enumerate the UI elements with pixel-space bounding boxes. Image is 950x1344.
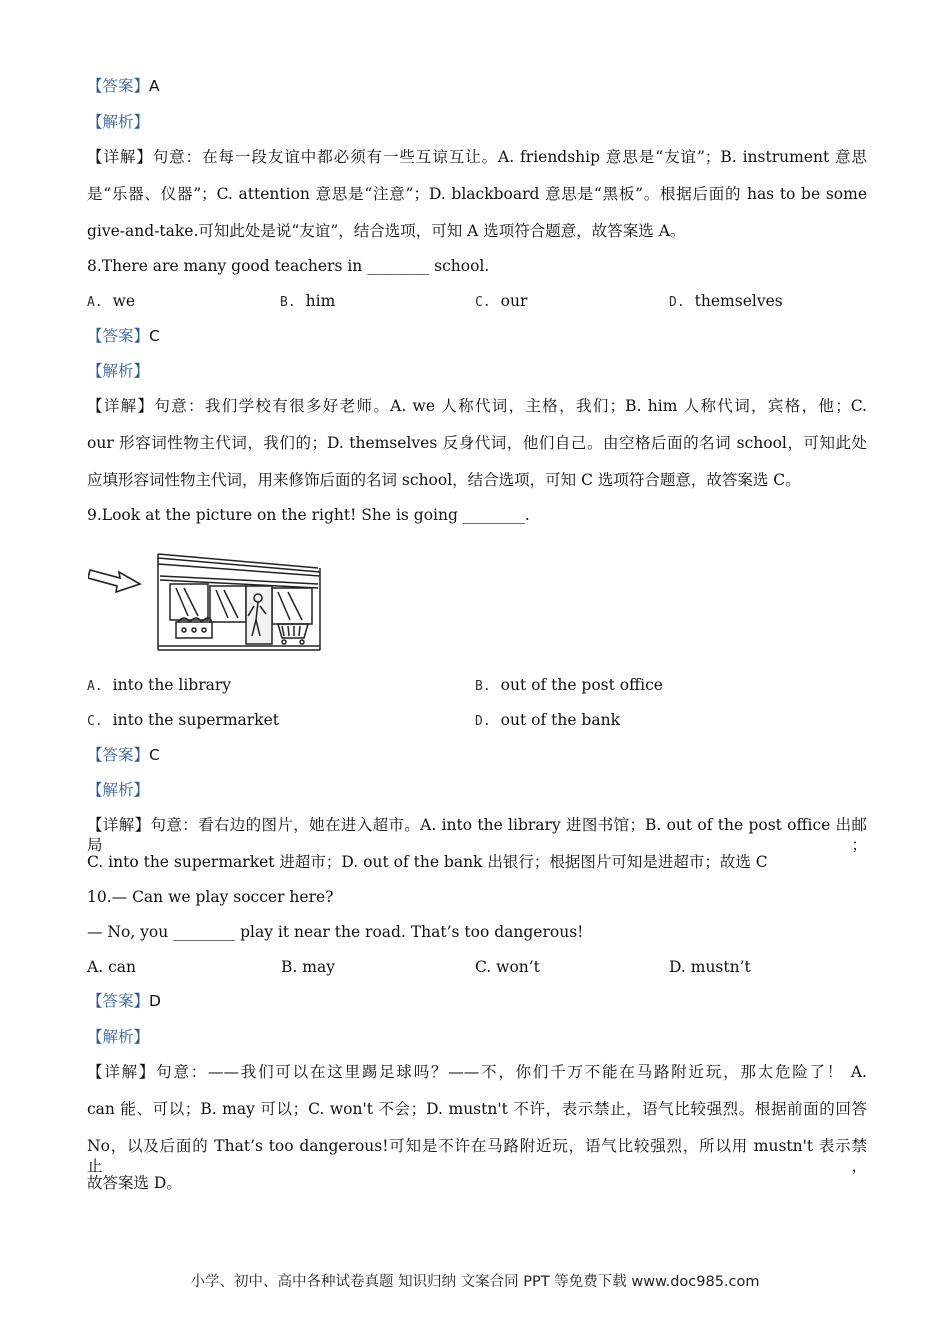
option-text: our (500, 292, 528, 310)
option-d (475, 710, 620, 732)
option-text: mustn’t (690, 958, 751, 976)
answer-tag: 【答案】 (87, 992, 150, 1010)
answer-line (87, 326, 160, 346)
detail-text: 句意：我们学校有很多好老师。A. we 人称代词，主格，我们；B. him 人称代词，宾格，他；C. (154, 397, 867, 415)
answer-line (87, 745, 160, 765)
detail-line (87, 221, 685, 241)
option-text: out of the bank (500, 711, 620, 729)
option-letter: D. (669, 958, 686, 976)
option-letter: A. (87, 679, 103, 694)
option-a (87, 957, 136, 977)
detail-text: 是“乐器、仪器”；C. attention 意思是“注意”；D. blackboard 意思是“黑板”。根据后面的 has to be some (87, 185, 867, 203)
option-b (280, 291, 335, 313)
analysis-line (87, 361, 149, 381)
arrow-icon (88, 570, 140, 592)
answer-line (87, 991, 161, 1011)
detail-text: 应填形容词性物主代词，用来修饰后面的名词 school，结合选项，可知 C 选项符合题意，故答案选 C。 (87, 471, 801, 489)
option-c (475, 957, 540, 977)
question-9: 9.Look at the picture on the right! She is going ________. (87, 506, 530, 524)
detail-text: 句意：在每一段友谊中都必须有一些互谅互让。A. friendship 意思是“友谊”；B. instrument 意思 (152, 148, 867, 166)
detail-line (87, 1099, 867, 1119)
detail-text: C. into the supermarket 进超市；D. out of the bank 出银行；根据图片可知是进超市；故选 C (87, 853, 768, 871)
analysis-tag: 【解析】 (87, 113, 150, 131)
option-text: him (305, 292, 336, 310)
option-letter: A. (87, 958, 104, 976)
option-c (87, 710, 279, 732)
option-letter: B. (475, 679, 491, 694)
detail-text: our 形容词性物主代词，我们的；D. themselves 反身代词，他们自己。由空格后面的名词 school，可知此处 (87, 434, 867, 452)
option-d (669, 291, 783, 313)
detail-line (87, 815, 867, 855)
answer-tag: 【答案】 (87, 77, 150, 95)
detail-line (87, 147, 867, 167)
detail-tag: 【详解】 (87, 397, 155, 415)
option-d (669, 957, 751, 977)
detail-text: 句意：——我们可以在这里踢足球吗？——不，你们千万不能在马路附近玩，那太危险了！ A. (156, 1063, 867, 1081)
detail-text: 句意：看右边的图片，她在进入超市。A. into the library 进图书馆；B. out of the post office 出邮局； (87, 816, 867, 854)
question-8: 8.There are many good teachers in ________ school. (87, 257, 490, 275)
answer-line (87, 76, 160, 96)
detail-line (87, 396, 867, 416)
option-text: won’t (496, 958, 540, 976)
detail-line (87, 1136, 867, 1176)
detail-text: 故答案选 D。 (87, 1174, 182, 1192)
detail-text: give-and-take.可知此处是说“友谊”，结合选项，可知 A 选项符合题意，故答案选 A。 (87, 222, 686, 240)
detail-line (87, 852, 768, 872)
detail-tag: 【详解】 (87, 816, 151, 834)
question-10-reply: — No, you ________ play it near the road. That’s too dangerous! (87, 923, 584, 941)
detail-line (87, 184, 867, 204)
option-letter: C. (475, 295, 491, 310)
answer-tag: 【答案】 (87, 327, 150, 345)
detail-tag: 【详解】 (87, 148, 153, 166)
detail-line (87, 1173, 182, 1193)
option-letter: D. (669, 295, 685, 310)
analysis-tag: 【解析】 (87, 1028, 150, 1046)
option-text: into the supermarket (112, 711, 279, 729)
answer-tag: 【答案】 (87, 746, 150, 764)
analysis-tag: 【解析】 (87, 362, 150, 380)
option-c (475, 291, 527, 313)
option-b (475, 675, 663, 697)
option-text: can (108, 958, 136, 976)
option-text: may (302, 958, 335, 976)
answer-value: A (149, 77, 160, 95)
detail-text: can 能、可以；B. may 可以；C. won't 不会；D. mustn't 不许，表示禁止，语气比较强烈。根据前面的回答 (87, 1100, 867, 1118)
option-letter: B. (281, 958, 298, 976)
option-letter: B. (280, 295, 296, 310)
supermarket-entrance-illustration (88, 546, 344, 658)
page-footer[interactable]: 小学、初中、高中各种试卷真题 知识归纳 文案合同 PPT 等免费下载 www.doc985.com (190, 1274, 760, 1290)
option-text: we (112, 292, 136, 310)
option-text: into the library (112, 676, 232, 694)
analysis-line (87, 112, 149, 132)
analysis-tag: 【解析】 (87, 781, 150, 799)
option-a (87, 291, 135, 313)
detail-text: No，以及后面的 That’s too dangerous!可知是不许在马路附近玩，语气比较强烈，所以用 mustn't 表示禁止， (87, 1137, 867, 1175)
answer-value: C (149, 327, 160, 345)
option-letter: C. (87, 714, 103, 729)
answer-value: C (149, 746, 160, 764)
detail-line (87, 433, 867, 453)
detail-line (87, 470, 801, 490)
analysis-line (87, 780, 149, 800)
option-b (281, 957, 335, 977)
analysis-line (87, 1027, 149, 1047)
option-letter: D. (475, 714, 491, 729)
detail-line (87, 1062, 867, 1082)
option-text: themselves (694, 292, 783, 310)
answer-value: D (149, 992, 161, 1010)
option-text: out of the post office (500, 676, 663, 694)
option-letter: C. (475, 958, 492, 976)
detail-tag: 【详解】 (87, 1063, 157, 1081)
option-letter: A. (87, 295, 103, 310)
option-a (87, 675, 231, 697)
question-10: 10.— Can we play soccer here? (87, 888, 334, 906)
